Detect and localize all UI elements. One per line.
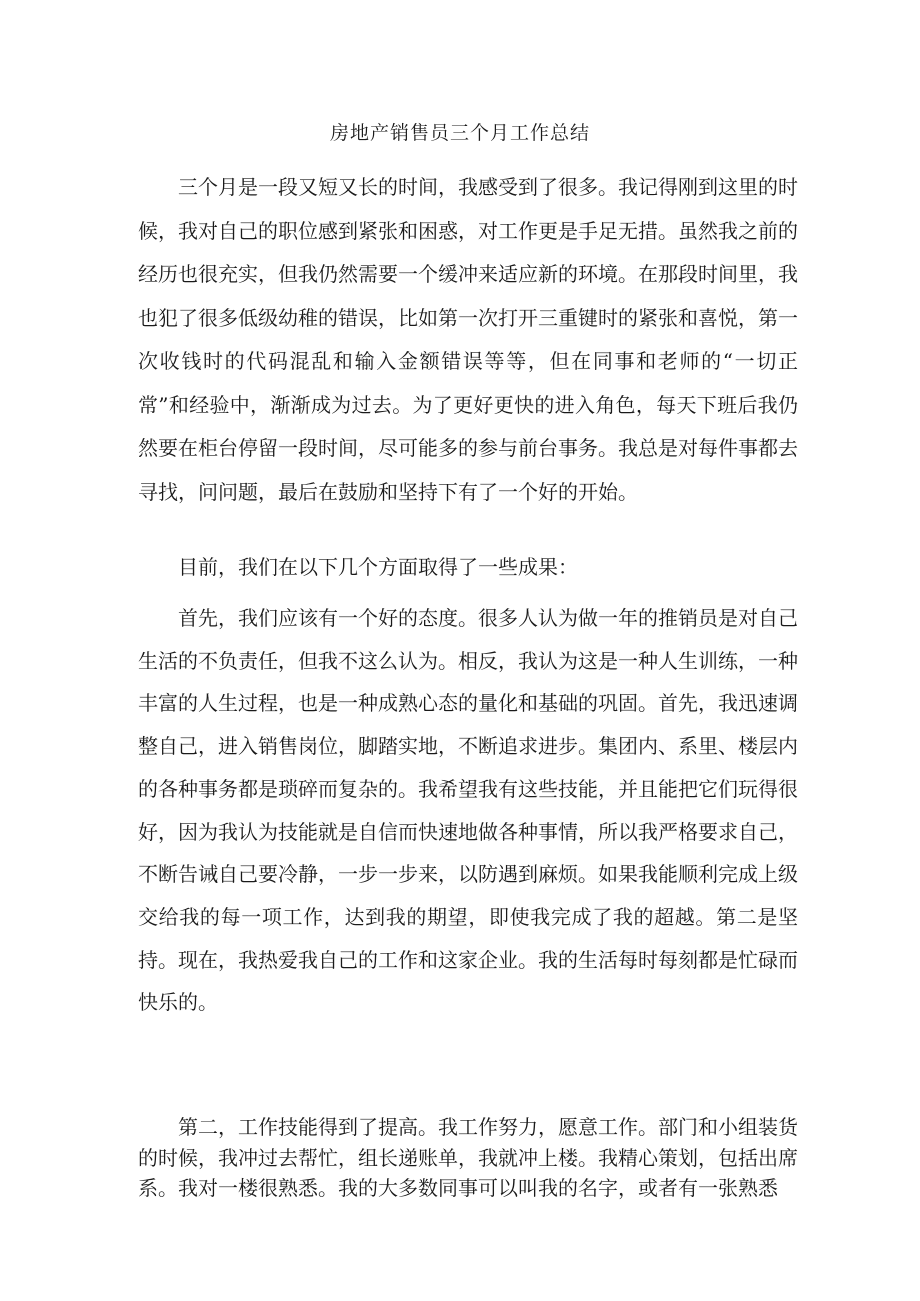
paragraph-skills: 第二，工作技能得到了提高。我工作努力，愿意工作。部门和小组装货的时候，我冲过去帮忙，组长递账单，我就冲上楼。我精心策划，包括出席系。我对一楼很熟悉。我的大多数同事可以叫我的名字，或者有一张熟悉 [138,1115,798,1200]
paragraph-attitude: 首先，我们应该有一个好的态度。很多人认为做一年的推销员是对自己生活的不负责任，但我不这么认为。相反，我认为这是一种人生训练，一种丰富的人生过程，也是一种成熟心态的量化和基础的巩固。首先，我迅速调整自己，进入销售岗位，脚踏实地，不断追求进步。集团内、系里、楼层内的各种事务都是琐碎而复杂的。我希望我有这些技能，并且能把它们玩得很好，因为我认为技能就是自信而快速地做各种事情，所以我严格要求自己，不断告诫自己要冷静，一步一步来，以防遇到麻烦。如果我能顺利完成上级交给我的每一项工作，达到我的期望，即使我完成了我的超越。第二是坚持。现在，我热爱我自己的工作和这家企业。我的生活每时每刻都是忙碌而快乐的。 [138,606,798,1015]
paragraph-achievements-lead: 目前，我们在以下几个方面取得了一些成果： [178,555,578,579]
paragraph-intro: 三个月是一段又短又长的时间，我感受到了很多。我记得刚到这里的时候，我对自己的职位感到紧张和困惑，对工作更是手足无措。虽然我之前的经历也很充实，但我仍然需要一个缓冲来适应新的环境。在那段时间里，我也犯了很多低级幼稚的错误，比如第一次打开三重键时的紧张和喜悦，第一次收钱时的代码混乱和输入金额错误等等，但在同事和老师的“一切正常”和经验中，渐渐成为过去。为了更好更快的进入角色，每天下班后我仍然要在柜台停留一段时间，尽可能多的参与前台事务。我总是对每件事都去寻找，问问题，最后在鼓励和坚持下有了一个好的开始。 [138,175,798,504]
document-title: 房地产销售员三个月工作总结 [329,122,590,144]
